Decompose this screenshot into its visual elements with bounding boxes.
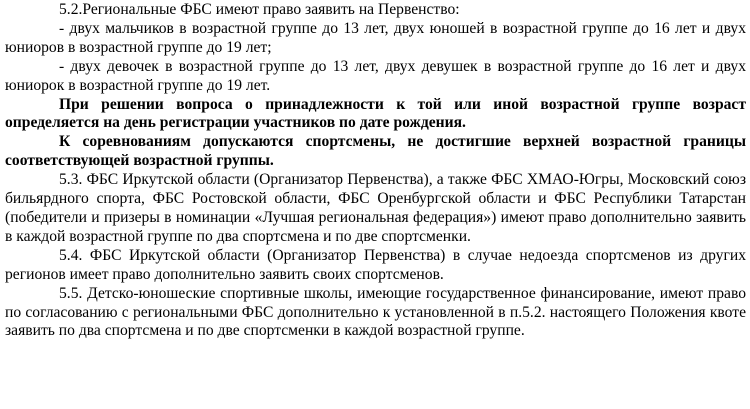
paragraph-5-2-intro: 5.2.Региональные ФБС имеют право заявить на Первенство: (59, 1, 460, 18)
paragraph-5-5: 5.5. Детско-юношеские спортивные школы, имеющие государственное финансирование, имеют право по согласованию с региональными ФБС дополнительно к установленной в п.5.2. настоящего Положения квоте заявить по два спортсмена и по две спортсменки в каждой возрастной группе. (5, 284, 746, 340)
paragraph-age-rule: При решении вопроса о принадлежности к той или иной возрастной группе возраст определяется на день регистрации участников по дате рождения. (5, 95, 746, 132)
paragraph-girls-quota: - двух девочек в возрастной группе до 13 лет, двух девушек в возрастной группе до 16 лет и двух юниорок в возрастной группе до 19 лет. (5, 57, 746, 94)
paragraph-5-3: 5.3. ФБС Иркутской области (Организатор Первенства), а также ФБС ХМАО-Югры, Московский союз бильярдного спорта, ФБС Ростовской области, ФБС Оренбургской области и ФБС Республики Татарстан (победители и призеры в номинации «Лучшая региональная федерация») имеют право дополнительно заявить в каждой возрастной группе по два спортсмена и по две спортсменки. (5, 171, 746, 245)
paragraph-boys-quota: - двух мальчиков в возрастной группе до 13 лет, двух юношей в возрастной группе до 16 лет и двух юниоров в возрастной группе до 19 лет; (5, 19, 746, 56)
paragraph-5-4: 5.4. ФБС Иркутской области (Организатор Первенства) в случае недоезда спортсменов из других регионов имеет право дополнительно заявить своих спортсменов. (5, 246, 746, 283)
paragraph-admission-rule: К соревнованиям допускаются спортсмены, не достигшие верхней возрастной границы соответствующей возрастной группы. (5, 133, 746, 170)
